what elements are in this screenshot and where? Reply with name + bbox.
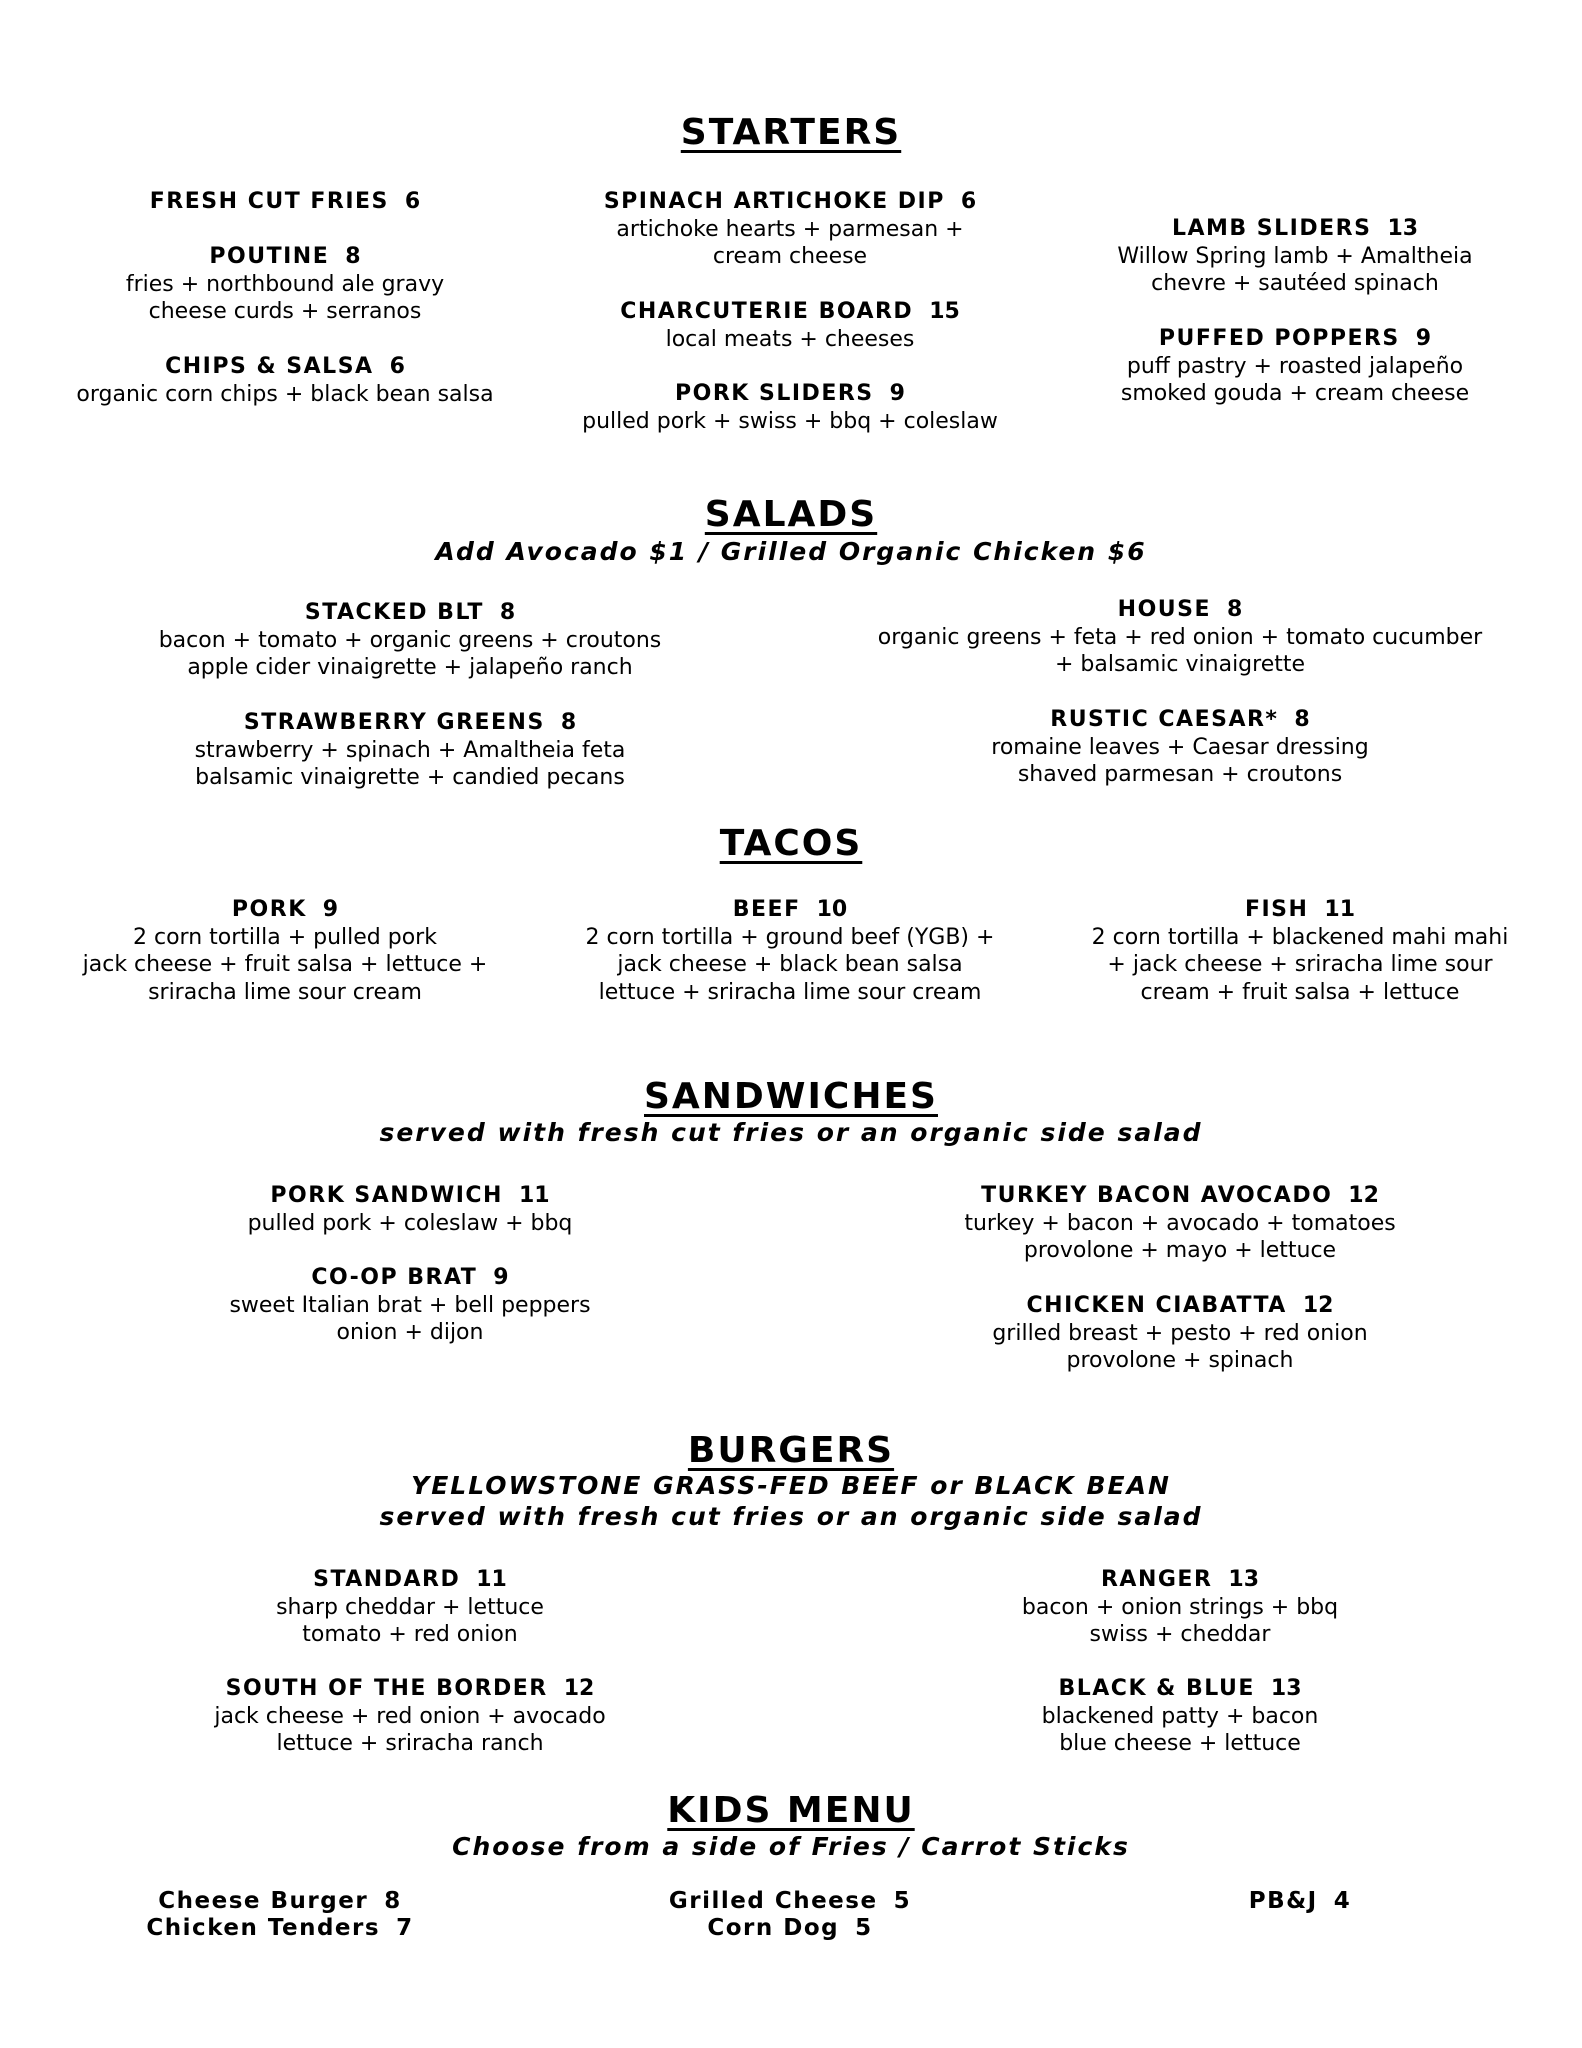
item-name: SOUTH OF THE BORDER (225, 1676, 548, 1701)
section-subtitle-burgers: YELLOWSTONE GRASS-FED BEEF or BLACK BEAN (411, 1471, 1171, 1500)
item-description: local meats + cheeses (665, 326, 915, 352)
item-price: 8 (560, 710, 577, 735)
item-description: strawberry + spinach + Amaltheia feta balsamic vinaigrette + candied pecans (194, 737, 626, 790)
menu-item-ranger-burger (880, 1566, 1480, 1649)
menu-item-chicken-ciabatta (880, 1292, 1480, 1375)
item-name: Grilled Cheese (668, 1888, 878, 1914)
item-price: 11 (1324, 897, 1356, 922)
item-price: 9 (322, 897, 339, 922)
item-price: 9 (493, 1265, 509, 1290)
item-price: 6 (389, 354, 405, 379)
item-price: 13 (1387, 216, 1419, 241)
menu-item-chips-salsa (60, 353, 510, 408)
item-name: Corn Dog (707, 1915, 840, 1941)
menu-item-spinach-artichoke-dip (560, 188, 1020, 271)
item-price: 9 (889, 381, 905, 406)
menu-item-fish-taco (1070, 896, 1530, 1006)
item-name: CO-OP BRAT (311, 1265, 478, 1290)
item-description: bacon + tomato + organic greens + croutons apple cider vinaigrette + jalapeño ranch (158, 627, 662, 680)
item-name: PORK SANDWICH (270, 1183, 503, 1208)
item-description: 2 corn tortilla + blackened mahi mahi + jack cheese + sriracha lime sour cream + fruit salsa + lettuce (1091, 924, 1509, 1005)
item-name: FRESH CUT FRIES (149, 189, 389, 214)
menu-item-rustic-caesar (840, 706, 1520, 789)
item-name: TURKEY BACON AVOCADO (981, 1183, 1333, 1208)
item-name: STRAWBERRY GREENS (243, 710, 545, 735)
item-price: 10 (816, 897, 848, 922)
item-name: LAMB SLIDERS (1171, 216, 1372, 241)
item-price: 8 (1294, 707, 1310, 732)
item-description: puff pastry + roasted jalapeño smoked gouda + cream cheese (1120, 353, 1470, 406)
kids-item-pbj (1180, 1888, 1420, 1915)
item-description: pulled pork + swiss + bbq + coleslaw (582, 408, 998, 434)
kids-item-cheese-burger (90, 1888, 470, 1915)
section-title-kids-menu: KIDS MENU (667, 1790, 915, 1831)
menu-item-pork-sandwich (150, 1182, 670, 1237)
item-name: STANDARD (313, 1567, 461, 1592)
item-description: turkey + bacon + avocado + tomatoes provolone + mayo + lettuce (964, 1210, 1396, 1263)
menu-item-standard-burger (150, 1566, 670, 1649)
menu-item-house-salad (840, 596, 1520, 679)
item-name: RUSTIC CAESAR* (1050, 707, 1279, 732)
menu-item-beef-taco (560, 896, 1020, 1006)
item-name: STACKED BLT (304, 600, 484, 625)
menu-item-lamb-sliders (1070, 215, 1520, 298)
item-name: PUFFED POPPERS (1158, 326, 1400, 351)
item-name: CHIPS & SALSA (165, 354, 374, 379)
item-name: PB&J (1248, 1888, 1318, 1914)
section-title-salads: SALADS (704, 494, 878, 535)
item-description: jack cheese + red onion + avocado lettuce + sriracha ranch (214, 1703, 606, 1756)
menu-item-fresh-cut-fries (60, 188, 510, 216)
item-price: 13 (1270, 1676, 1302, 1701)
item-description: 2 corn tortilla + pulled pork jack cheese + fruit salsa + lettuce + sriracha lime sour cream (82, 924, 488, 1005)
item-price: 4 (1333, 1888, 1352, 1914)
item-price: 12 (1302, 1293, 1334, 1318)
item-price: 7 (396, 1915, 414, 1941)
item-name: PORK (231, 897, 307, 922)
item-name: HOUSE (1117, 597, 1212, 622)
menu-item-black-and-blue (880, 1675, 1480, 1758)
item-description: sharp cheddar + lettuce tomato + red onion (276, 1594, 544, 1647)
menu-item-co-op-brat (150, 1264, 670, 1347)
item-price: 15 (929, 299, 960, 324)
item-name: PORK SLIDERS (675, 381, 874, 406)
menu-item-poutine (60, 243, 510, 326)
section-subtitle-sandwiches: served with fresh cut fries or an organic side salad (379, 1118, 1203, 1147)
kids-item-corn-dog (600, 1915, 980, 1942)
menu-item-turkey-bacon-avocado (880, 1182, 1480, 1265)
item-description: organic corn chips + black bean salsa (76, 381, 494, 407)
item-description: Willow Spring lamb + Amaltheia chevre + sautéed spinach (1117, 243, 1473, 296)
section-title-burgers: BURGERS (687, 1430, 895, 1471)
item-price: 5 (893, 1888, 912, 1914)
item-description: grilled breast + pesto + red onion provolone + spinach (992, 1320, 1368, 1373)
section-subtitle-kids-menu: Choose from a side of Fries / Carrot Sticks (452, 1832, 1130, 1861)
item-name: RANGER (1100, 1567, 1213, 1592)
item-description: artichoke hearts + parmesan + cream cheese (616, 216, 964, 269)
item-price: 6 (960, 189, 977, 214)
item-name: BLACK & BLUE (1058, 1676, 1255, 1701)
item-description: romaine leaves + Caesar dressing shaved parmesan + croutons (991, 734, 1369, 787)
section-title-tacos: TACOS (719, 823, 863, 864)
item-name: Chicken Tenders (146, 1915, 381, 1941)
item-price: 13 (1228, 1567, 1260, 1592)
item-description: blackened patty + bacon blue cheese + lettuce (1041, 1703, 1319, 1756)
item-description: organic greens + feta + red onion + tomato cucumber + balsamic vinaigrette (877, 624, 1483, 677)
menu-item-pork-sliders (560, 380, 1020, 435)
item-price: 8 (1227, 597, 1243, 622)
item-price: 8 (384, 1888, 402, 1914)
item-price: 6 (404, 189, 421, 214)
item-price: 8 (345, 244, 361, 269)
item-price: 12 (1348, 1183, 1379, 1208)
section-title-starters: STARTERS (680, 112, 902, 153)
item-name: POUTINE (209, 244, 330, 269)
item-name: SPINACH ARTICHOKE DIP (603, 189, 945, 214)
item-description: pulled pork + coleslaw + bbq (247, 1210, 573, 1236)
item-name: FISH (1244, 897, 1309, 922)
menu-item-strawberry-greens (100, 709, 720, 792)
item-price: 12 (563, 1676, 595, 1701)
section-title-sandwiches: SANDWICHES (644, 1076, 938, 1117)
menu-item-pork-taco (60, 896, 510, 1006)
item-price: 11 (476, 1567, 507, 1592)
item-description: bacon + onion strings + bbq swiss + cheddar (1021, 1594, 1339, 1647)
item-name: CHICKEN CIABATTA (1026, 1293, 1287, 1318)
item-name: Cheese Burger (158, 1888, 369, 1914)
item-price: 8 (499, 600, 516, 625)
item-name: BEEF (732, 897, 801, 922)
section-subtitle-salads: Add Avocado $1 / Grilled Organic Chicken $6 (435, 537, 1147, 566)
menu-item-puffed-poppers (1070, 325, 1520, 408)
item-description: 2 corn tortilla + ground beef (YGB) + jack cheese + black bean salsa lettuce + sriracha lime sour cream (585, 924, 995, 1005)
item-name: CHARCUTERIE BOARD (620, 299, 914, 324)
kids-item-grilled-cheese (600, 1888, 980, 1915)
item-price: 9 (1415, 326, 1432, 351)
kids-item-chicken-tenders (90, 1915, 470, 1942)
item-description: sweet Italian brat + bell peppers onion + dijon (229, 1292, 591, 1345)
item-price: 11 (518, 1183, 550, 1208)
menu-item-south-of-the-border (150, 1675, 670, 1758)
item-description: fries + northbound ale gravy cheese curds + serranos (125, 271, 445, 324)
section-subtitle-burgers-sides: served with fresh cut fries or an organic side salad (379, 1502, 1203, 1531)
menu-item-charcuterie-board (560, 298, 1020, 353)
item-price: 5 (855, 1915, 873, 1941)
menu-item-stacked-blt (100, 599, 720, 682)
